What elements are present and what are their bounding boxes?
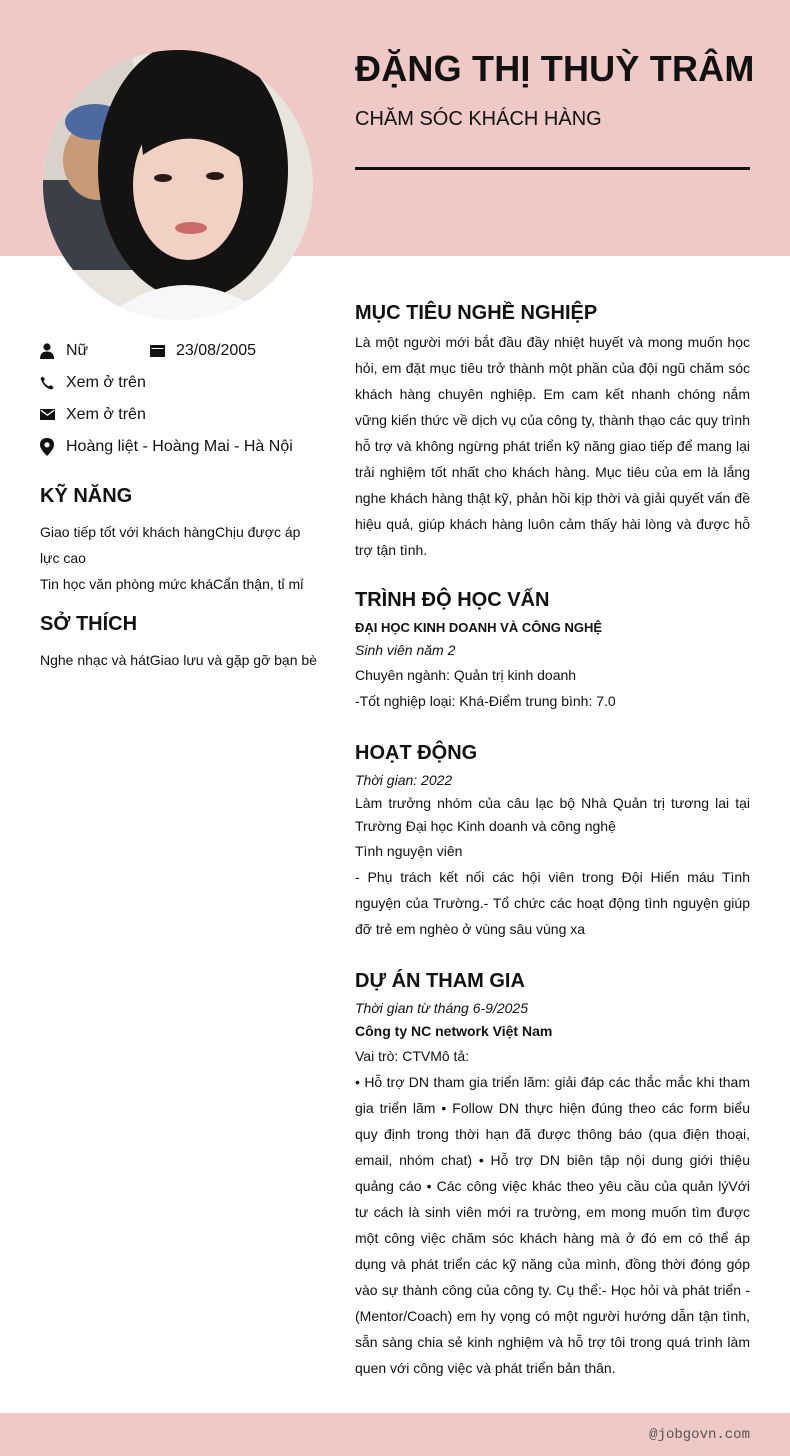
gender-value: Nữ (66, 342, 89, 359)
activity-org: Tình nguyện viên (355, 843, 463, 859)
contact-phone (40, 374, 146, 392)
person-icon (40, 343, 54, 359)
contact-dob (150, 342, 256, 360)
objective-section (355, 297, 750, 563)
projects-section (355, 965, 750, 1381)
header-divider (355, 167, 750, 170)
skill-item: Giao tiếp tốt với khách hàngChịu được áp lực cao (40, 524, 301, 566)
email-value: Xem ở trên (66, 406, 146, 423)
contact-gender (40, 342, 88, 360)
activities-heading: HOẠT ĐỘNG (355, 742, 478, 764)
skills-heading: KỸ NĂNG (40, 485, 133, 507)
grade: -Tốt nghiệp loại: Khá-Điểm trung bình: 7.0 (355, 693, 616, 709)
brand-watermark: @jobgovn.com (649, 1427, 750, 1443)
profile-photo (43, 50, 313, 320)
study-year: Sinh viên năm 2 (355, 642, 456, 658)
activity-description: - Phụ trách kết nối các hội viên trong Đội Hiến máu Tình nguyện của Trường.- Tổ chức các hoạt động tình nguyện giúp đỡ trẻ em nghèo ở vùng sâu vùng xa (355, 869, 750, 937)
dob-value: 23/08/2005 (176, 342, 257, 359)
phone-icon (40, 376, 54, 390)
hobbies-text: Nghe nhạc và hátGiao lưu và gặp gỡ bạn bè (40, 652, 317, 668)
education-section (355, 584, 750, 714)
education-heading: TRÌNH ĐỘ HỌC VẤN (355, 589, 550, 611)
email-icon (40, 409, 54, 420)
project-company: Công ty NC network Việt Nam (355, 1023, 553, 1039)
location-pin-icon (40, 438, 54, 456)
project-role: Vai trò: CTVMô tả: (355, 1048, 470, 1064)
objective-text: Là một người mới bắt đầu đầy nhiệt huyết và mong muốn học hỏi, em đặt mục tiêu trở thành một phần của đội ngũ chăm sóc khách hàng chuyên nghiệp. Em cam kết nhanh chóng nắm vững kiến thức về dịch vụ của công ty, thành thạo các quy trình hỗ trợ và không ngừng phát triển kỹ năng giao tiếp để mang lại trải nghiệm tốt nhất cho khách hàng. Mục tiêu của em là lắng nghe khách hàng thật kỹ, phản hồi kịp thời và giải quyết vấn đề hiệu quả, giúp khách hàng luôn cảm thấy hài lòng và được hỗ trợ tận tình. (355, 334, 750, 558)
footer-band (0, 1413, 790, 1456)
phone-value: Xem ở trên (66, 374, 146, 391)
activity-role: Làm trưởng nhóm của câu lạc bộ Nhà Quản trị tương lai tại Trường Đại học Kinh doanh và công nghệ (355, 795, 750, 834)
contact-email (40, 406, 146, 424)
hobbies-heading: SỞ THÍCH (40, 613, 138, 635)
skills-list (40, 519, 312, 597)
objective-heading: MỤC TIÊU NGHỀ NGHIỆP (355, 302, 598, 324)
activities-section (355, 737, 750, 942)
calendar-icon (150, 344, 164, 357)
contact-address (40, 438, 293, 456)
candidate-name: ĐẶNG THỊ THUỲ TRÂM (355, 48, 755, 89)
school-name: ĐẠI HỌC KINH DOANH VÀ CÔNG NGHỆ (355, 620, 603, 635)
project-time: Thời gian từ tháng 6-9/2025 (355, 1000, 529, 1016)
skill-item: Tin học văn phòng mức kháCẩn thận, tỉ mỉ (40, 576, 304, 592)
address-value: Hoàng liệt - Hoàng Mai - Hà Nội (66, 438, 293, 456)
job-title: CHĂM SÓC KHÁCH HÀNG (355, 108, 602, 130)
activity-time: Thời gian: 2022 (355, 772, 453, 788)
major: Chuyên ngành: Quản trị kinh doanh (355, 667, 577, 683)
projects-heading: DỰ ÁN THAM GIA (355, 970, 525, 992)
project-description: • Hỗ trợ DN tham gia triển lãm: giải đáp các thắc mắc khi tham gia triển lãm • Follow DN thực hiện đúng theo các form biểu quy định trong thời hạn đã được thông báo (qua điện thoại, email, nhóm chat) • Hỗ trợ DN biên tập nội dung giới thiệu quảng cáo • Các công việc khác theo yêu cầu của quản lýVới tư cách là sinh viên mới ra trường, em mong muốn tìm được một công việc chăm sóc khách hàng mà ở đó em có thể áp dụng và phát triển các kỹ năng của mình, đồng thời đóng góp vào sự thành công của công ty. Cụ thể:- Học hỏi và phát triển - (Mentor/Coach) em hy vọng có một người hướng dẫn tận tình, sẵn sàng chia sẻ kinh nghiệm và hỗ trợ tôi trong quá trình làm quen với công việc và phát triển bản thân. (355, 1074, 750, 1376)
